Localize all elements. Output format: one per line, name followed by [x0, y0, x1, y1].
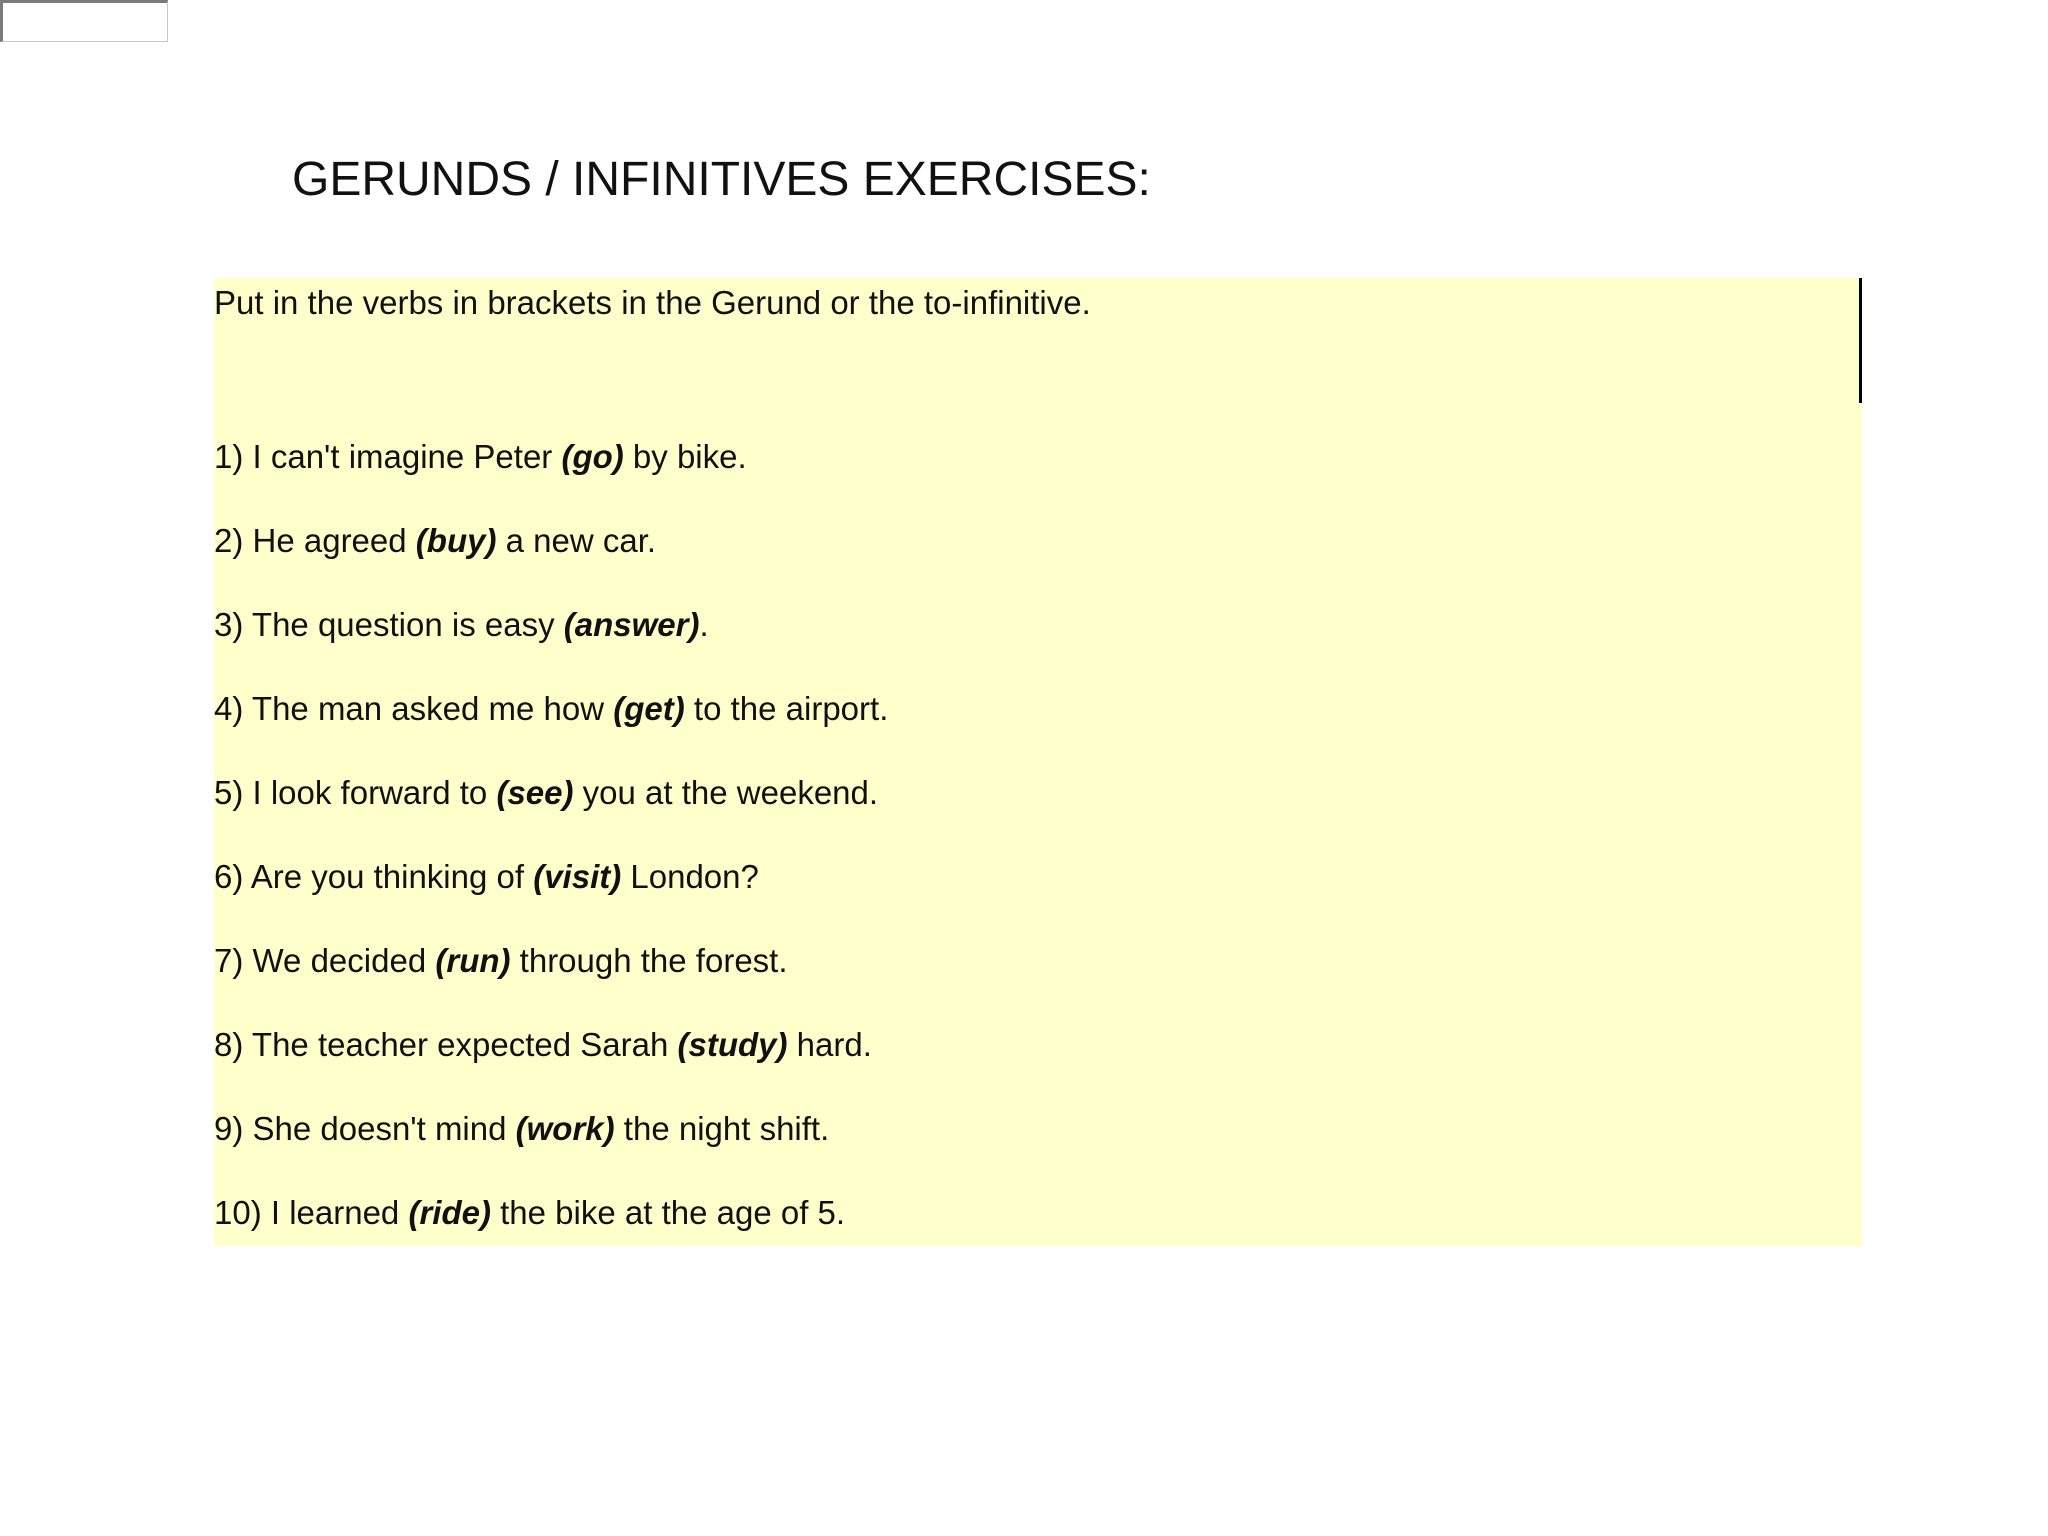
exercise-item-4 — [214, 688, 888, 730]
exercise-item-10 — [214, 1192, 845, 1234]
sentence-end: . — [699, 606, 709, 643]
sentence-end: a new car. — [496, 522, 657, 559]
verb-prompt: (ride) — [408, 1194, 491, 1231]
sentence-start: 6) Are you thinking of — [214, 858, 534, 895]
exercise-item-1 — [214, 436, 747, 478]
sentence-start: 4) The man asked me how — [214, 690, 614, 727]
sentence-end: through the forest. — [510, 942, 788, 979]
exercise-item-3 — [214, 604, 709, 646]
verb-prompt: (study) — [677, 1026, 788, 1063]
sentence-end: to the airport. — [684, 690, 889, 727]
exercise-item-6 — [214, 856, 759, 898]
sentence-end: hard. — [787, 1026, 872, 1063]
sentence-end: the bike at the age of 5. — [490, 1194, 846, 1231]
page-title: GERUNDS / INFINITIVES EXERCISES: — [292, 153, 1151, 206]
sentence-start: 10) I learned — [214, 1194, 409, 1231]
verb-prompt: (visit) — [533, 858, 622, 895]
sentence-end: London? — [621, 858, 759, 895]
sentence-start: 2) He agreed — [214, 522, 416, 559]
exercise-item-8 — [214, 1024, 872, 1066]
sentence-end: you at the weekend. — [573, 774, 879, 811]
cell-name-box[interactable] — [0, 0, 168, 42]
verb-prompt: (run) — [435, 942, 511, 979]
exercise-item-2 — [214, 520, 656, 562]
verb-prompt: (get) — [613, 690, 685, 727]
exercise-item-5 — [214, 772, 878, 814]
exercise-area — [214, 278, 1862, 1246]
sentence-start: 8) The teacher expected Sarah — [214, 1026, 678, 1063]
sentence-start: 1) I can't imagine Peter — [214, 438, 562, 475]
sentence-end: the night shift. — [614, 1110, 830, 1147]
verb-prompt: (go) — [561, 438, 624, 475]
verb-prompt: (work) — [515, 1110, 615, 1147]
sentence-start: 5) I look forward to — [214, 774, 497, 811]
verb-prompt: (see) — [496, 774, 574, 811]
exercise-item-9 — [214, 1108, 829, 1150]
verb-prompt: (answer) — [563, 606, 700, 643]
verb-prompt: (buy) — [415, 522, 497, 559]
exercise-item-7 — [214, 940, 788, 982]
sentence-end: by bike. — [623, 438, 747, 475]
instructions-text: Put in the verbs in brackets in the Gerund or the to-infinitive. — [214, 284, 1091, 321]
text-cursor — [1859, 278, 1862, 403]
sentence-start: 3) The question is easy — [214, 606, 564, 643]
sentence-start: 9) She doesn't mind — [214, 1110, 516, 1147]
sentence-start: 7) We decided — [214, 942, 436, 979]
